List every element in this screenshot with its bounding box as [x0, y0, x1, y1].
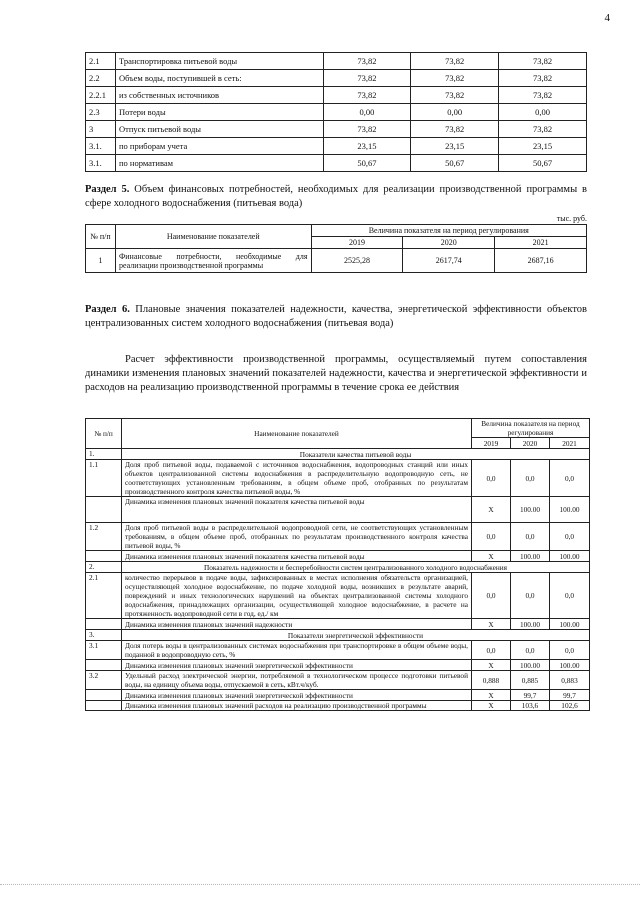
- section-6-heading: [85, 303, 587, 331]
- row-num: 2.3: [86, 104, 116, 121]
- row-num: 2.1: [86, 573, 122, 619]
- value-2021: 73,82: [499, 70, 587, 87]
- value-2019: 0,00: [323, 104, 411, 121]
- row-name: по нормативам: [115, 155, 323, 172]
- row-name: Динамика изменения плановых значений показателя качества питьевой воды: [122, 551, 472, 562]
- col-num-header: № п/п: [86, 419, 122, 449]
- value-2021: 0,0: [550, 641, 590, 660]
- section-6-label: Раздел 6.: [85, 304, 130, 315]
- value-2019: X: [472, 497, 511, 523]
- value-2021: 0,883: [550, 671, 590, 690]
- row-num: 3: [86, 121, 116, 138]
- row-name: Доля проб питьевой воды в распределительной водопроводной сети, не соответствующих установленным требованиям, в общем объеме проб, отобранных по результатам производственного контроля качества питьевой воды, %: [122, 523, 472, 551]
- value-2019: 50,67: [323, 155, 411, 172]
- value-2019: 0,888: [472, 671, 511, 690]
- financial-needs-table: [85, 224, 587, 273]
- row-num: 3.1.: [86, 138, 116, 155]
- table-row: [86, 104, 587, 121]
- value-2020: 0,0: [511, 460, 550, 497]
- row-num: 3.1: [86, 641, 122, 660]
- row-name: Удельный расход электрической энергии, потребляемой в технологическом процессе подготовки питьевой воды, на единицу объема воды, отпускаемой в сеть, кВт.ч/куб.: [122, 671, 472, 690]
- value-2019: 0,0: [472, 641, 511, 660]
- table-row: [86, 619, 590, 630]
- row-name: Динамика изменения плановых значений энергетической эффективности: [122, 660, 472, 671]
- value-2021: 0,0: [550, 460, 590, 497]
- value-2021: 100.00: [550, 660, 590, 671]
- row-num: [86, 497, 122, 523]
- value-2019: X: [472, 619, 511, 630]
- row-name: количество перерывов в подаче воды, зафиксированных в местах исполнения обязательств организацией, осуществляющей холодное водоснабжение, по подаче холодной воды, возникших в результате аварий, повреждений и иных технологических нарушений на объектах централизованной системы холодного водоснабжения, принадлежащих организации, осуществляющей холодное водоснабжение, в расчете на протяженность водопроводной сети в год, ед./ км: [122, 573, 472, 619]
- section-row: [86, 562, 590, 573]
- page-number: 4: [604, 12, 610, 24]
- row-name: из собственных источников: [115, 87, 323, 104]
- row-num: 2.: [86, 562, 122, 573]
- value-2020: 73,82: [411, 121, 499, 138]
- section-5-label: Раздел 5.: [85, 184, 130, 195]
- section-row: [86, 630, 590, 641]
- value-2020: 23,15: [411, 138, 499, 155]
- value-2021: 0,0: [550, 523, 590, 551]
- row-name: Доля потерь воды в централизованных системах водоснабжения при транспортировке в общем объеме воды, поданной в водопроводную сеть, %: [122, 641, 472, 660]
- value-2021: 100.00: [550, 619, 590, 630]
- value-2020: 73,82: [411, 70, 499, 87]
- water-balance-table-body: [86, 53, 587, 172]
- value-2019: 0,0: [472, 460, 511, 497]
- table-row: [86, 138, 587, 155]
- value-2021: 73,82: [499, 121, 587, 138]
- water-balance-table: [85, 52, 587, 172]
- intro-paragraph: Расчет эффективности производственной программы, осуществляемый путем сопоставления динамики изменения плановых значений показателей надежности, качества и энергетической эффективности и расходов на реализацию производственной программы в течение срока ее действия: [85, 354, 587, 393]
- value-2021: 73,82: [499, 87, 587, 104]
- row-num: [86, 701, 122, 711]
- year-header: 2019: [311, 237, 403, 249]
- value-2020: 73,82: [411, 53, 499, 70]
- row-name: Отпуск питьевой воды: [115, 121, 323, 138]
- value-2021: 73,82: [499, 53, 587, 70]
- value-2020: 0,0: [511, 573, 550, 619]
- units-label: тыс. руб.: [556, 214, 587, 223]
- row-name: Динамика изменения плановых значений надежности: [122, 619, 472, 630]
- row-num: [86, 690, 122, 701]
- table-row: [86, 701, 590, 711]
- value-2020: 0,885: [511, 671, 550, 690]
- row-num: 1.2: [86, 523, 122, 551]
- value-2021: 50,67: [499, 155, 587, 172]
- value-2020: 100.00: [511, 660, 550, 671]
- row-num: 2.1: [86, 53, 116, 70]
- col-num-header: № п/п: [86, 225, 116, 249]
- value-2019: 73,82: [323, 121, 411, 138]
- value-2019: X: [472, 660, 511, 671]
- table-row: [86, 121, 587, 138]
- year-header: 2021: [495, 237, 587, 249]
- table-row: [86, 523, 590, 551]
- row-name: Динамика изменения плановых значений расходов на реализацию производственной программы: [122, 701, 472, 711]
- table-row: [86, 671, 590, 690]
- section-title: Показатели качества питьевой воды: [122, 449, 590, 460]
- table-row: [86, 551, 590, 562]
- table-row: [86, 70, 587, 87]
- value-2019: 0,0: [472, 573, 511, 619]
- table-row: [86, 87, 587, 104]
- row-num: [86, 660, 122, 671]
- value-2020: 50,67: [411, 155, 499, 172]
- value-2019: X: [472, 551, 511, 562]
- row-name: Транспортировка питьевой воды: [115, 53, 323, 70]
- value-2019: X: [472, 701, 511, 711]
- value-2019: 73,82: [323, 87, 411, 104]
- value-2020: 100.00: [511, 619, 550, 630]
- section-6-title: Плановые значения показателей надежности, качества, энергетической эффективности объектов централизованных систем холодного водоснабжения (питьевая вода): [85, 304, 587, 329]
- table-row: [86, 249, 587, 273]
- year-header: 2021: [550, 438, 590, 449]
- footer-divider: [0, 884, 640, 885]
- row-num: [86, 619, 122, 630]
- value-2019: 73,82: [323, 70, 411, 87]
- value-2020: 100.00: [511, 497, 550, 523]
- table-row: [86, 573, 590, 619]
- row-num: 1: [86, 249, 116, 273]
- indicators-table: [85, 418, 590, 711]
- value-2021: 100.00: [550, 551, 590, 562]
- section-5-heading: [85, 183, 587, 211]
- value-2021: 102,6: [550, 701, 590, 711]
- value-2019: 2525,28: [311, 249, 403, 273]
- value-2019: 0,0: [472, 523, 511, 551]
- value-2021: 100.00: [550, 497, 590, 523]
- row-num: 2.2.1: [86, 87, 116, 104]
- table-row: [86, 53, 587, 70]
- value-2020: 99,7: [511, 690, 550, 701]
- year-header: 2020: [403, 237, 495, 249]
- section-title: Показатель надежности и бесперебойности систем централизованного холодного водоснабжения: [122, 562, 590, 573]
- section-5-title: Объем финансовых потребностей, необходимых для реализации производственной программы в сфере холодного водоснабжения (питьевая вода): [85, 184, 587, 209]
- value-2021: 23,15: [499, 138, 587, 155]
- value-2019: 73,82: [323, 53, 411, 70]
- year-header: 2019: [472, 438, 511, 449]
- value-2020: 0,0: [511, 641, 550, 660]
- value-2019: X: [472, 690, 511, 701]
- row-name: Объем воды, поступившей в сеть:: [115, 70, 323, 87]
- value-2021: 99,7: [550, 690, 590, 701]
- value-2021: 2687,16: [495, 249, 587, 273]
- value-2021: 0,0: [550, 573, 590, 619]
- table-row: [86, 155, 587, 172]
- value-2020: 100.00: [511, 551, 550, 562]
- row-name: Динамика изменения плановых значений энергетической эффективности: [122, 690, 472, 701]
- row-name: Потери воды: [115, 104, 323, 121]
- row-name: по приборам учета: [115, 138, 323, 155]
- col-period-header: Величина показателя на период регулирования: [472, 419, 590, 438]
- section-row: [86, 449, 590, 460]
- row-num: 3.: [86, 630, 122, 641]
- value-2020: 73,82: [411, 87, 499, 104]
- table-row: [86, 641, 590, 660]
- table-row: [86, 660, 590, 671]
- value-2020: 103,6: [511, 701, 550, 711]
- row-num: 1.1: [86, 460, 122, 497]
- row-num: 3.1.: [86, 155, 116, 172]
- row-name: Доля проб питьевой воды, подаваемой с источников водоснабжения, водопроводных станций или иных объектов централизованной системы водоснабжения в распределительную водопроводную сеть, не соответствующих установленным требованиям, в общем объеме проб, отобранных по результатам производственного контроля качества питьевой воды, %: [122, 460, 472, 497]
- row-num: 1.: [86, 449, 122, 460]
- table-row: [86, 690, 590, 701]
- col-name-header: Наименование показателей: [122, 419, 472, 449]
- row-name: Финансовые потребности, необходимые для реализации производственной программы: [115, 249, 311, 273]
- row-name: Динамика изменения плановых значений показателя качества питьевой воды: [122, 497, 472, 523]
- value-2020: 0,00: [411, 104, 499, 121]
- year-header: 2020: [511, 438, 550, 449]
- section-title: Показатели энергетической эффективности: [122, 630, 590, 641]
- row-num: [86, 551, 122, 562]
- table-row: [86, 497, 590, 523]
- table-row: [86, 460, 590, 497]
- value-2021: 0,00: [499, 104, 587, 121]
- row-num: 3.2: [86, 671, 122, 690]
- value-2020: 0,0: [511, 523, 550, 551]
- col-name-header: Наименование показателей: [115, 225, 311, 249]
- value-2020: 2617,74: [403, 249, 495, 273]
- row-num: 2.2: [86, 70, 116, 87]
- col-period-header: Величина показателя на период регулирования: [311, 225, 586, 237]
- value-2019: 23,15: [323, 138, 411, 155]
